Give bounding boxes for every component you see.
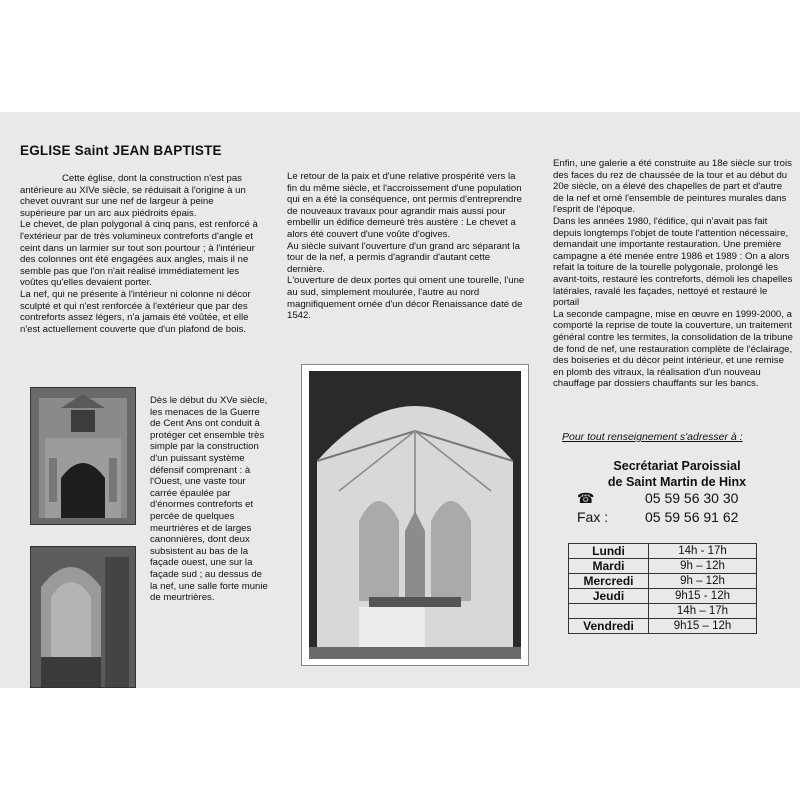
paragraph: L'ouverture de deux portes qui ornent une tourelle, l'une au sud, simplement moulurée, l'autre au nord magnifiquement ornée d'un décor Renaissance daté de 1542. bbox=[287, 275, 525, 322]
paragraph: Cette église, dont la construction n'est pas antérieure au XIVe siècle, se réduisait à l'origine à un chevet ouvrant sur une nef de largeur à peine supérieure par un arc aux piédroits épais. bbox=[20, 173, 246, 219]
paragraph: La nef, qui ne présente à l'intérieur ni colonne ni décor sculpté et qui n'est renforcée à l'extérieur que par des contreforts assez légers, n'a jamais été voûtée, et elle n'est actuellement couverte que d'un plafond de bois. bbox=[20, 288, 251, 335]
time-cell: 9h15 – 12h bbox=[649, 619, 757, 634]
day-cell: Lundi bbox=[569, 544, 649, 559]
time-cell: 9h – 12h bbox=[649, 574, 757, 589]
phone-icon: ☎ bbox=[577, 490, 595, 506]
day-cell: Mercredi bbox=[569, 574, 649, 589]
day-cell: Mardi bbox=[569, 559, 649, 574]
portal-photo bbox=[30, 387, 136, 525]
text-block-defense: Dès le début du XVe siècle, les menaces de la Guerre de Cent Ans ont conduit à protéger cet ensemble très simple par la construction d'un puissant système défensif comprenant : à l'Ouest, une vaste tour carrée épaulée par d'énormes contreforts et percée de quelques meurtrières et de larges canonnières, dont deux subsistent au bas de la façade ouest, une sur la façade sud ; au dessus de la nef, une salle forte munie de meurtrières. bbox=[150, 395, 268, 604]
table-row bbox=[569, 574, 757, 589]
choir-photo bbox=[301, 364, 529, 666]
table-row bbox=[569, 589, 757, 604]
page-title: EGLISE Saint JEAN BAPTISTE bbox=[20, 143, 222, 158]
day-cell bbox=[569, 604, 649, 619]
secretariat-name: Secrétariat Paroissial bbox=[613, 459, 741, 473]
table-row bbox=[569, 544, 757, 559]
day-cell: Vendredi bbox=[569, 619, 649, 634]
table-row bbox=[569, 619, 757, 634]
paragraph: Le retour de la paix et d'une relative prospérité vers la fin du même siècle, et l'accroissement d'une population qui en a été la conséquence, ont permis d'entreprendre de nouveaux travaux pour agrandir mais aussi pour embellir un édifice demeuré très austère : Le chevet a alors été couvert d'une voûte d'ogives. bbox=[287, 171, 522, 240]
time-cell: 14h – 17h bbox=[649, 604, 757, 619]
paragraph: La seconde campagne, mise en œuvre en 1999-2000, a comporté la reprise de toute la couverture, un traitement général contre les termites, la consolidation de la tribune de fond de nef, une restauration complète de l'éclairage, des boiseries et du décor peint intérieur, et une remise en plomb des vitraux, la réalisation d'un nouveau chauffage par dossiers chauffants sur les bancs. bbox=[553, 308, 793, 390]
table-row bbox=[569, 559, 757, 574]
time-cell: 9h – 12h bbox=[649, 559, 757, 574]
time-cell: 9h15 - 12h bbox=[649, 589, 757, 604]
fax-label: Fax : bbox=[577, 509, 609, 525]
paragraph: Dans les années 1980, l'édifice, qui n'avait pas fait depuis longtemps l'objet de toute l'attention nécessaire, demandait une importante restauration. Une première campagne a été menée entre 1986 et 1989 : On a alors refait la toiture de la tourelle polygonale, prolongé les avant-toits, restauré les contreforts, démoli les chapelles latérales, ravalé les façades, nettoyé et restauré le portail bbox=[553, 215, 793, 309]
table-row bbox=[569, 604, 757, 619]
paragraph: Au siècle suivant l'ouverture d'un grand arc séparant la tour de la nef, a permis d'agrandir d'autant cette dernière. bbox=[287, 240, 520, 275]
text-column-3 bbox=[553, 158, 795, 390]
info-board bbox=[0, 112, 800, 688]
time-cell: 14h - 17h bbox=[649, 544, 757, 559]
secretariat-location: de Saint Martin de Hinx bbox=[607, 475, 747, 489]
contact-lead: Pour tout renseignement s'adresser à : bbox=[562, 431, 743, 443]
text-column-2 bbox=[287, 171, 525, 322]
phone-number: 05 59 56 30 30 bbox=[645, 490, 739, 506]
interior-photo bbox=[30, 546, 136, 688]
text-column-1 bbox=[20, 173, 260, 335]
paragraph: Le chevet, de plan polygonal à cinq pans, est renforcé à l'extérieur par de très volumineux contreforts d'angle et ceint dans un larmier sur tout son pourtour ; à l'intérieur des colonnes ont été engagées aux angles, mais il ne semble pas que l'on n'ait réalisé immédiatement les voûtes qu'elles devaient porter. bbox=[20, 219, 258, 289]
fax-number: 05 59 56 91 62 bbox=[645, 509, 739, 525]
day-cell: Jeudi bbox=[569, 589, 649, 604]
opening-hours-table bbox=[568, 543, 757, 634]
paragraph: Enfin, une galerie a été construite au 18e siècle sur trois des faces du rez de chaussée de la tour et au début du 20e siècle, on a élevé des chapelles de part et d'autre de la nef et orné l'ensemble de peintures murales dans l'esprit de l'époque. bbox=[553, 158, 792, 216]
